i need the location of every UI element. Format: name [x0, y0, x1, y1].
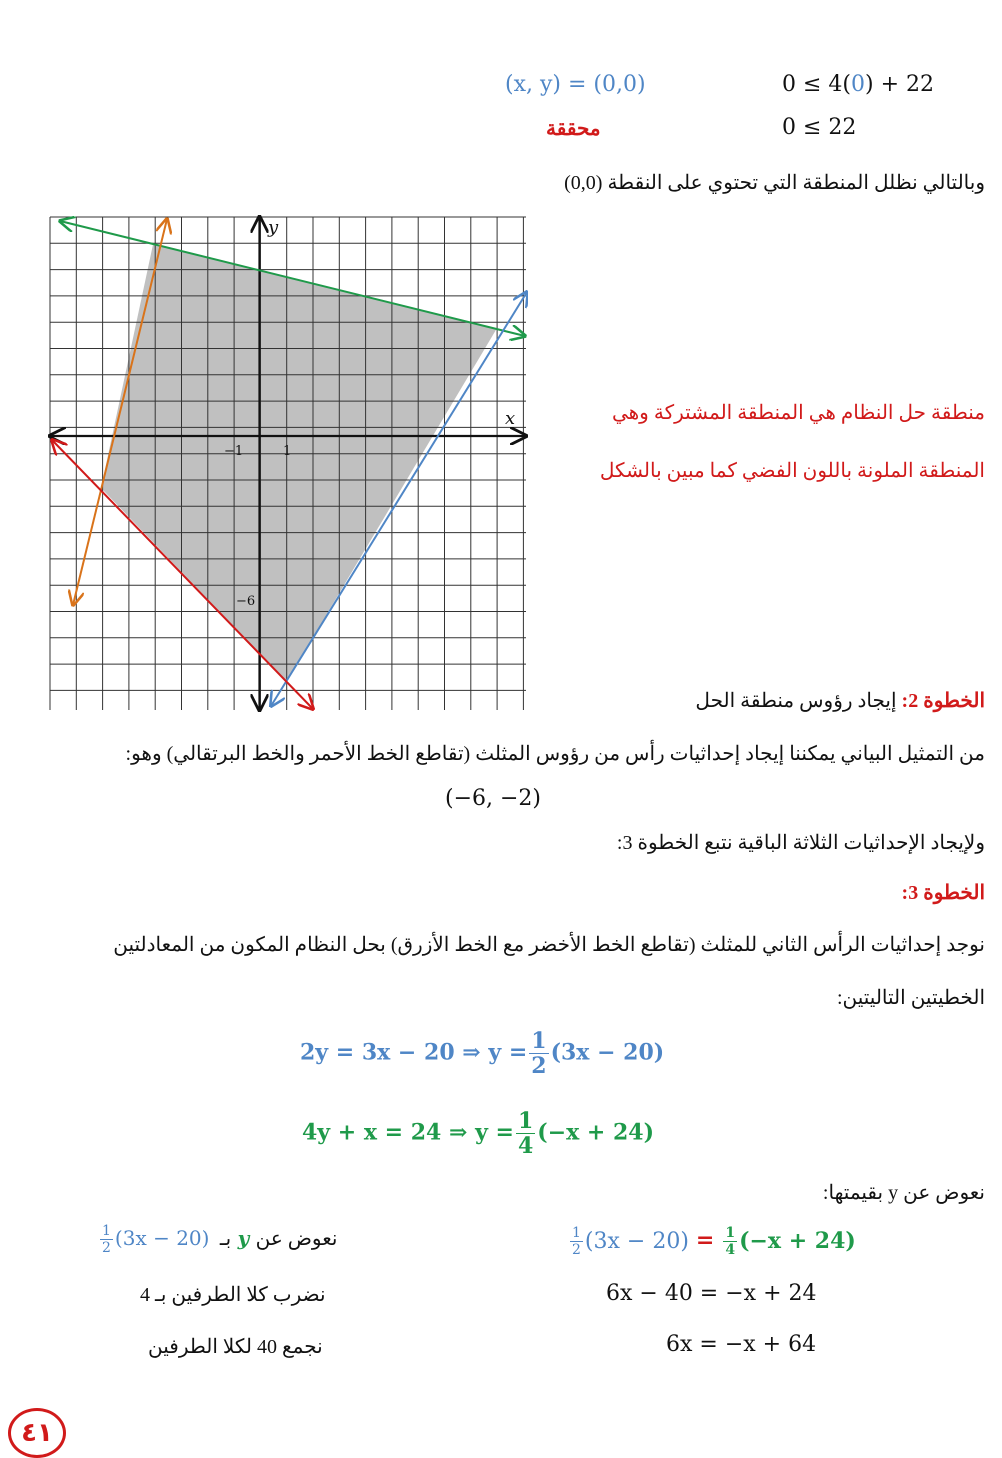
y-axis-label: y	[268, 217, 279, 238]
page-number-badge: ٤١	[8, 1408, 66, 1458]
step3-label: الخطوة 3:	[901, 882, 985, 904]
tick-label-minus1: −1	[224, 444, 244, 459]
ineq-pre: 0 ≤ 4(	[782, 72, 851, 97]
vertex-coordinates: (−6, −2)	[445, 786, 542, 811]
eq1-left: 2y = 3x − 20 ⇒ y =	[300, 1039, 528, 1066]
substitution-intro: نعوض عن y بقيمتها:	[822, 1182, 985, 1204]
step2-label: الخطوة 2:	[901, 690, 985, 712]
note1-pre: نعوض عن	[255, 1228, 338, 1250]
step3-paragraph: نوجد إحداثيات الرأس الثاني للمثلث (تقاطع الخط الأخضر مع الخط الأزرق) بحل النظام المكون من المعادلتين	[113, 934, 985, 956]
work-row1-right-expr: (−x + 24)	[739, 1227, 856, 1254]
verified-label: محققة	[546, 118, 601, 140]
inequality-check-line1	[782, 72, 934, 97]
work-row1-left-num: 1	[572, 1225, 581, 1241]
note-row-3: نجمع 40 لكلا الطرفين	[148, 1336, 323, 1358]
equation-2	[302, 1110, 654, 1157]
eq2-left: 4y + x = 24 ⇒ y =	[302, 1119, 514, 1146]
equation-1	[300, 1030, 664, 1077]
region-note-line1: منطقة حل النظام هي المنطقة المشتركة وهي	[611, 402, 985, 424]
note1-num: 1	[102, 1223, 111, 1239]
eq2-right: (−x + 24)	[537, 1119, 655, 1146]
work-row1-left-den: 2	[572, 1242, 581, 1258]
work-row-2: 6x − 40 = −x + 24	[606, 1281, 817, 1306]
eq1-right: (3x − 20)	[550, 1039, 665, 1066]
work-row1-right-fraction	[723, 1226, 737, 1257]
work-row1-left	[568, 1225, 689, 1258]
region-note-line2: المنطقة الملونة باللون الفضي كما مبين بالشكل	[599, 460, 985, 482]
note-row-1	[98, 1224, 337, 1255]
note1-den: 2	[102, 1240, 111, 1256]
note1-fraction	[100, 1224, 113, 1255]
solution-region	[101, 244, 497, 682]
work-row-3: 6x = −x + 64	[666, 1332, 817, 1357]
eq1-denominator: 2	[531, 1053, 547, 1079]
note-row-2: نضرب كلا الطرفين بـ 4	[140, 1284, 326, 1306]
inequality-graph	[48, 215, 528, 712]
eq2-numerator: 1	[517, 1108, 534, 1134]
note1-expr-text: (3x − 20)	[114, 1226, 210, 1250]
inequality-check-line2: 0 ≤ 22	[782, 115, 857, 140]
work-row-1	[568, 1226, 856, 1257]
note1-expr	[98, 1223, 210, 1256]
work-row1-right-num: 1	[725, 1225, 736, 1241]
eq2-denominator: 4	[517, 1133, 534, 1159]
shade-sentence: وبالتالي نظلل المنطقة التي تحتوي على النقطة (0,0)	[564, 172, 985, 194]
tick-label-minus6: −6	[236, 594, 256, 609]
x-axis-label: x	[505, 408, 516, 429]
step2-title: إيجاد رؤوس منطقة الحل	[695, 690, 897, 712]
note1-by: بـ	[219, 1228, 232, 1250]
note1-var: y	[237, 1226, 250, 1250]
eq1-fraction	[529, 1030, 548, 1077]
work-row1-left-expr: (3x − 20)	[584, 1228, 689, 1254]
work-row1-equals: =	[695, 1227, 715, 1254]
eq2-fraction	[516, 1110, 535, 1157]
work-row1-right	[721, 1225, 856, 1258]
step2-paragraph: من التمثيل البياني يمكننا إيجاد إحداثيات رأس من رؤوس المثلث (تقاطع الخط الأحمر والخط البرتقالي) وهو:	[125, 743, 985, 765]
work-row1-left-fraction	[570, 1226, 583, 1257]
eq1-numerator: 1	[531, 1028, 547, 1054]
ineq-post: ) + 22	[865, 72, 934, 97]
work-row1-right-den: 4	[725, 1242, 736, 1258]
step2-heading	[695, 688, 985, 713]
test-point: (x, y) = (0,0)	[505, 72, 646, 97]
step2-follow: ولإيجاد الإحداثيات الثلاثة الباقية نتبع الخطوة 3:	[616, 832, 985, 854]
ineq-zero: 0	[851, 72, 865, 97]
tick-label-1: 1	[283, 444, 292, 459]
step3-paragraph-cont: الخطيتين التاليتين:	[836, 987, 985, 1009]
